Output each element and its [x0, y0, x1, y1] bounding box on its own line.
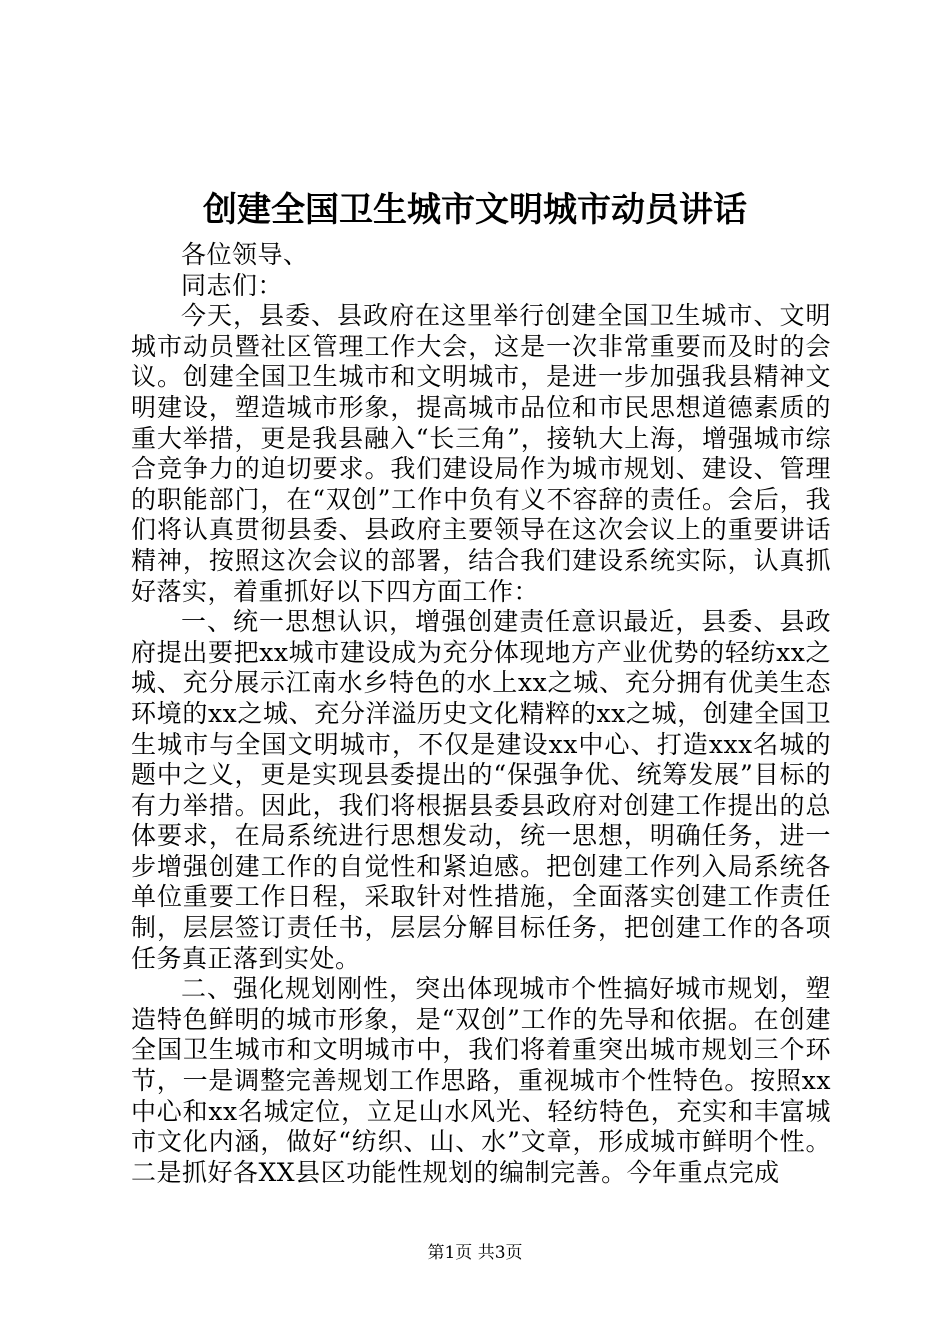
document-body: [131, 240, 831, 1188]
body-paragraph: 一、统一思想认识，增强创建责任意识最近，县委、县政府提出要把xx城市建设成为充分体现地方产业优势的轻纺xx之城、充分展示江南水乡特色的水上xx之城、充分拥有优美生态环境的xx之城、充分洋溢历史文化精粹的xx之城，创建全国卫生城市与全国文明城市，不仅是建设xx中心、打造xxx名城的题中之义，更是实现县委提出的“保强争优、统筹发展”目标的有力举措。因此，我们将根据县委县政府对创建工作提出的总体要求，在局系统进行思想发动，统一思想，明确任务，进一步增强创建工作的自觉性和紧迫感。把创建工作列入局系统各单位重要工作日程，采取针对性措施，全面落实创建工作责任制，层层签订责任书，层层分解目标任务，把创建工作的各项任务真正落到实处。: [131, 607, 831, 973]
page-number-footer: 第1页 共3页: [427, 1243, 523, 1263]
salutation-line: 同志们：: [181, 270, 284, 300]
salutation-line: 各位领导、: [181, 240, 309, 269]
body-paragraph: 二、强化规划刚性，突出体现城市个性搞好城市规划，塑造特色鲜明的城市形象，是“双创”工作的先导和依据。在创建全国卫生城市和文明城市中，我们将着重突出城市规划三个环节，一是调整完善规划工作思路，重视城市个性特色。按照xx中心和xx名城定位，立足山水风光、轻纺特色，充实和丰富城市文化内涵，做好“纺织、山、水”文章，形成城市鲜明个性。二是抓好各XX县区功能性规划的编制完善。今年重点完成: [131, 974, 831, 1187]
document-title: 创建全国卫生城市文明城市动员讲话: [203, 190, 747, 230]
body-paragraph: 今天，县委、县政府在这里举行创建全国卫生城市、文明城市动员暨社区管理工作大会，这是一次非常重要而及时的会议。创建全国卫生城市和文明城市，是进一步加强我县精神文明建设，塑造城市形象，提高城市品位和市民思想道德素质的重大举措，更是我县融入“长三角”，接轨大上海，增强城市综合竞争力的迫切要求。我们建设局作为城市规划、建设、管理的职能部门，在“双创”工作中负有义不容辞的责任。会后，我们将认真贯彻县委、县政府主要领导在这次会议上的重要讲话精神，按照这次会议的部署，结合我们建设系统实际，认真抓好落实，着重抓好以下四方面工作：: [131, 301, 831, 606]
